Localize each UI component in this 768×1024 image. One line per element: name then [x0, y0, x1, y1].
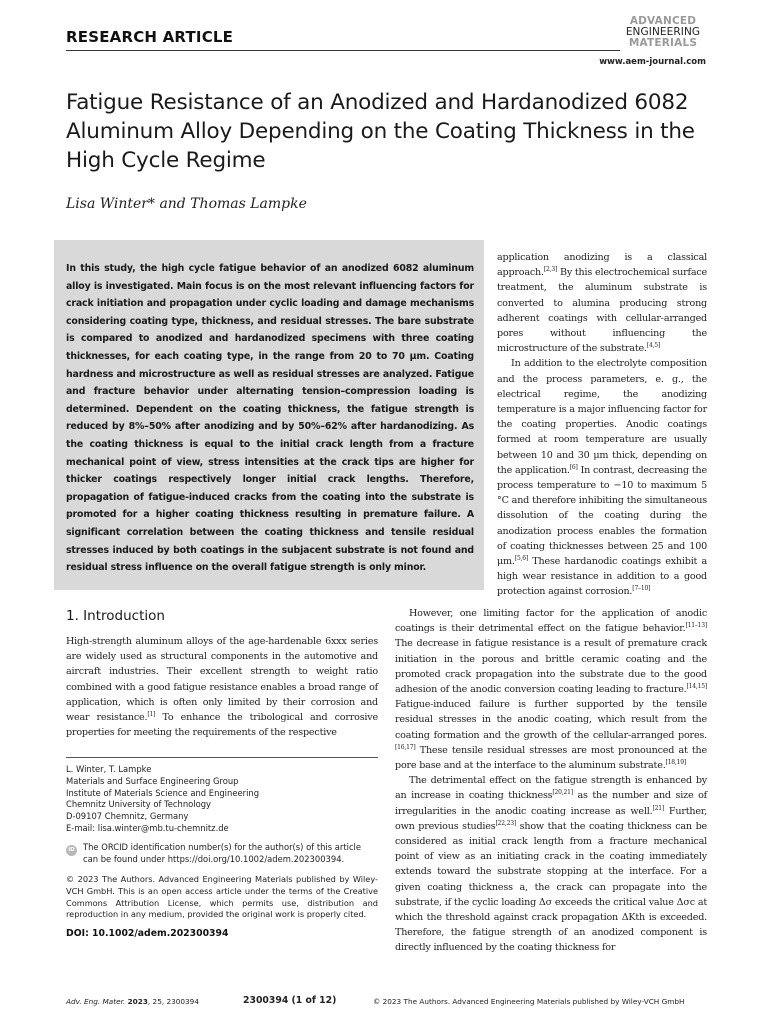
author-affiliation: [66, 764, 378, 835]
citation[interactable]: [16,17]: [395, 743, 416, 751]
citation[interactable]: [6]: [569, 463, 578, 471]
abstract-box: [54, 240, 484, 590]
text-run: High-strength aluminum alloys of the age-hardenable 6xxx series are widely used as structural components in the automotive and aircraft industries. Their excellent strength to weight ratio combined with a good fatigue resistance enables a broad range of application, which is often only limited by their corrosion and wear resistance.: [66, 636, 378, 724]
citation[interactable]: [22,23]: [495, 819, 516, 827]
logo-line-materials: MATERIALS: [628, 37, 698, 49]
journal-url-link[interactable]: www.aem-journal.com: [599, 57, 706, 67]
text-run: show that the coating thickness can be considered as initial crack length from a fracture mechanical point of view as an initiating crack in the coating immediately extends toward the substrate stopping at the interface. For a given coating thickness a, the crack can propagate into the substrate, if the cyclic loading Δσ exceeds the critical value Δσc at which the threshold against crack propagation ΔKth is exceeded. Therefore, the fatigue strength of an anodized component is directly influenced by the coating thickness for: [395, 820, 708, 954]
orcid-note: [66, 842, 378, 866]
text-run: as the number and size of irregularities in the anodic coating increase as well.: [395, 790, 707, 817]
section-label: RESEARCH ARTICLE: [66, 28, 234, 46]
text-run: By this electrochemical surface treatment, the aluminum substrate is converted to alumina producing strong adherent coatings with cellular-arranged pores without influencing the microstructure of the substrate.: [497, 267, 707, 355]
footer-journal-name: Adv. Eng. Mater.: [66, 997, 126, 1006]
affiliation-city: D-09107 Chemnitz, Germany: [66, 811, 189, 822]
article-authors: Lisa Winter* and Thomas Lampke: [66, 196, 307, 212]
header-divider: [66, 50, 620, 51]
citation[interactable]: [18,19]: [665, 758, 687, 766]
orcid-text[interactable]: The ORCID identification number(s) for the author(s) of this article can be found under https://doi.org/10.1002/adem.202300394.: [83, 842, 362, 864]
paragraph: [497, 250, 707, 356]
citation[interactable]: [2,3]: [543, 266, 558, 274]
footer-citation: [66, 997, 199, 1006]
footer-year: 2023: [127, 997, 148, 1006]
affiliation-group: Materials and Surface Engineering Group: [66, 775, 239, 786]
text-run: Further, own previous studies: [395, 805, 707, 832]
section-heading: 1. Introduction: [66, 608, 165, 624]
license-note: © 2023 The Authors. Advanced Engineering Materials published by Wiley-VCH GmbH. This is an open access article under the terms of the Creative Commons Attribution License, which permits use, distribution and reproduction in any medium, provided the original work is properly cited.: [66, 874, 378, 920]
affiliation-institute: Institute of Materials Science and Engineering: [66, 787, 260, 798]
journal-logo: [618, 16, 708, 49]
article-title: Fatigue Resistance of an Anodized and Hardanodized 6082 Aluminum Alloy Depending on the Coating Thickness in the High Cycle Regime: [66, 90, 695, 173]
text-run: In contrast, decreasing the process temperature to −10 to maximum 5 °C and therefore inhibiting the simultaneous dissolution of the coating during the anodization process enables the formation of coating thicknesses between 25 and 100 μm.: [497, 464, 707, 568]
citation[interactable]: [7–10]: [632, 585, 651, 593]
text-run: In addition to the electrolyte composition and the process parameters, e. g., the electrical regime, the anodizing temperature is a major influencing factor for the coating properties. Anodic coatings formed at room temperature are usually between 10 and 30 μm thick, depending on the application.: [497, 358, 707, 476]
citation[interactable]: [14,15]: [686, 682, 707, 690]
text-run: These tensile residual stresses are most pronounced at the pore base and at the interface to the aluminum substrate.: [395, 744, 707, 772]
paragraph: [395, 773, 707, 955]
paragraph: [395, 606, 707, 773]
footer-copyright: © 2023 The Authors. Advanced Engineering Materials published by Wiley-VCH GmbH: [373, 997, 685, 1006]
citation[interactable]: [11–13]: [685, 622, 707, 630]
text-run: These hardanodic coatings exhibit a high wear resistance in addition to a good protection against corrosion.: [497, 556, 707, 598]
text-run: The detrimental effect on the fatigue strength is enhanced by an increase in coating thickness: [395, 775, 707, 802]
citation[interactable]: [5,6]: [514, 554, 529, 562]
right-column-bottom: [395, 606, 707, 956]
footer-volume: , 25, 2300394: [147, 997, 199, 1006]
text-run: application anodizing is a classical approach.: [497, 252, 707, 279]
doi-link[interactable]: DOI: 10.1002/adem.202300394: [66, 928, 229, 939]
citation[interactable]: [4,5]: [646, 342, 661, 350]
text-run: To enhance the tribological and corrosive properties for meeting the requirements of the respective: [66, 712, 378, 739]
paragraph: [66, 634, 378, 740]
text-run: The decrease in fatigue resistance is a result of premature crack initiation in the porous and brittle ceramic coating and the promoted crack propagation into the substrate due to the good adhesion of the anodic conversion coating leading to fracture.: [395, 638, 707, 696]
affiliation-names: L. Winter, T. Lampke: [66, 764, 152, 774]
paragraph: [497, 356, 707, 599]
citation[interactable]: [1]: [147, 710, 156, 718]
affiliation-email[interactable]: E-mail: lisa.winter@mb.tu-chemnitz.de: [66, 822, 229, 833]
footnote-divider: [66, 757, 378, 758]
affiliation-university: Chemnitz University of Technology: [66, 799, 211, 810]
right-column-top: [497, 250, 707, 600]
intro-paragraph: [66, 634, 378, 740]
page-number: 2300394 (1 of 12): [243, 995, 337, 1006]
text-run: However, one limiting factor for the application of anodic coatings is their detrimental effect on the fatigue behavior.: [395, 608, 707, 635]
abstract-text: In this study, the high cycle fatigue behavior of an anodized 6082 aluminum alloy is investigated. Main focus is on the most relevant influencing factors for crack initiation and propagation under cyclic loading and damage mechanisms considering coating type, thickness, and residual stresses. The bare substrate is compared to anodized and hardanodized specimens with three coating thicknesses, for each coating type, in the range from 20 to 70 μm. Coating hardness and microstructure as well as residual stresses are analyzed. Fatigue and fracture behavior under alternating tension–compression loading is determined. Dependent on the coating thickness, the fatigue strength is reduced by 8%–50% after anodizing and by 50%–62% after hardanodizing. As the coating thickness is equal to the initial crack length from a fracture mechanical point of view, stress intensities at the crack tips are higher for thicker coatings respectively longer initial crack lengths. Therefore, propagation of fatigue-induced cracks from the coating into the substrate is promoted for a higher coating thickness resulting in premature failure. A significant correlation between the coating thickness and tensile residual stresses induced by both coatings in the subjacent substrate is not found and residual stress influence on the overall fatigue strength is only minor.: [66, 263, 474, 574]
citation[interactable]: [21]: [652, 804, 664, 812]
citation[interactable]: [20,21]: [552, 789, 573, 797]
orcid-icon: iD: [66, 845, 77, 856]
logo-line-advanced: ADVANCED: [629, 15, 697, 27]
text-run: Fatigue-induced failure is further supported by the tensile residual stresses in the anodic coating, which result from the coating formation and the growth of the cellular-arranged pores.: [395, 699, 707, 741]
logo-line-engineering: ENGINEERING: [625, 26, 701, 38]
